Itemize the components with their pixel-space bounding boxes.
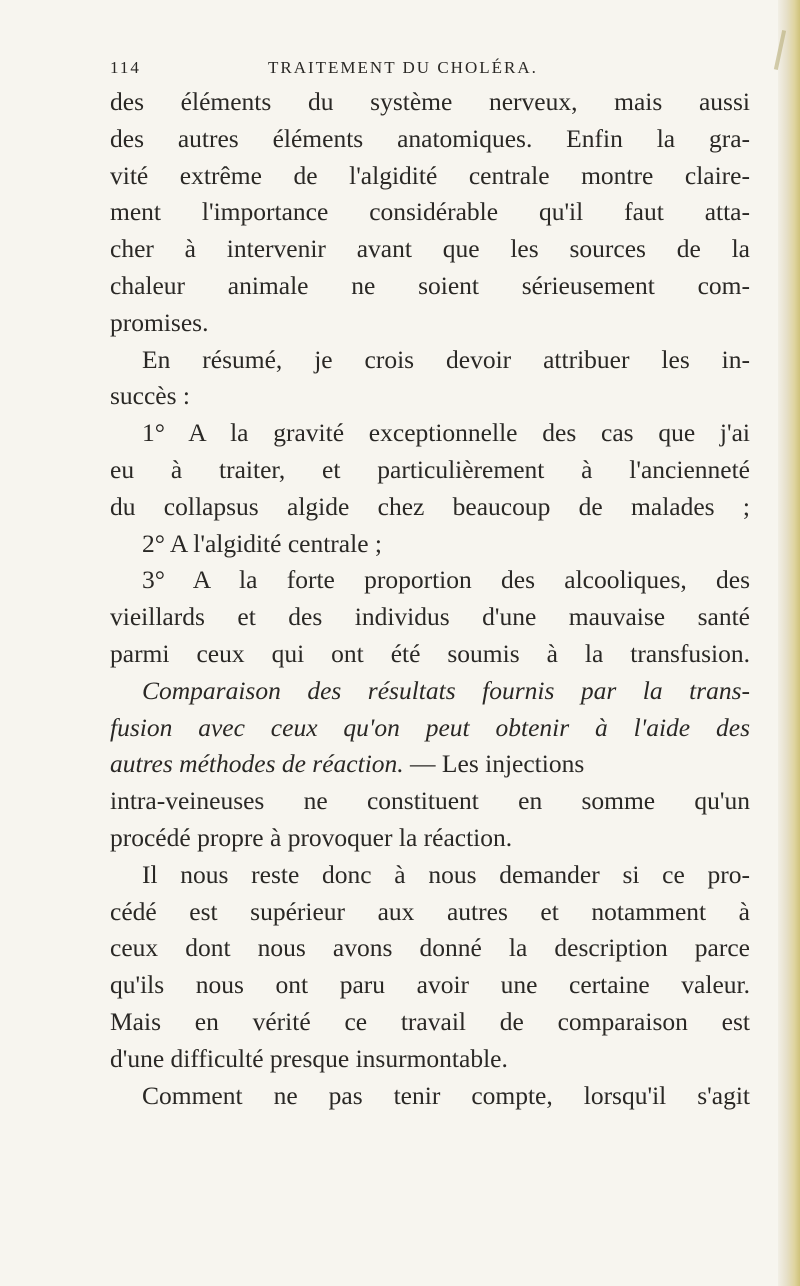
text-line: des autres éléments anatomiques. Enfin la gra- [110,123,750,153]
text-line: promises. [110,307,209,337]
text-line: Mais en vérité ce travail de comparaison est [110,1006,750,1036]
text-line: du collapsus algide chez beaucoup de malades ; [110,491,750,521]
text-line: ceux dont nous avons donné la description parce [110,933,750,963]
page-header [110,58,750,86]
page-edge [778,0,800,1286]
text-line: ment l'importance considérable qu'il faut atta- [110,197,750,227]
text-line: Comment ne pas tenir compte, lorsqu'il s'agit [142,1080,750,1110]
text-line: vité extrême de l'algidité centrale montre claire- [110,160,750,190]
text-line: vieillards et des individus d'une mauvaise santé [110,602,750,632]
text-line: cédé est supérieur aux autres et notamment à [110,896,750,926]
text-line: cher à intervenir avant que les sources de la [110,234,750,264]
running-head: TRAITEMENT DU CHOLÉRA. [268,58,538,77]
text-line: procédé propre à provoquer la réaction. [110,822,513,852]
text-line: parmi ceux qui ont été soumis à la transfusion. [110,638,750,668]
text-line: 2° A l'algidité centrale ; [142,528,382,558]
text-line: des éléments du système nerveux, mais aussi [110,87,750,116]
text-line: 1° A la gravité exceptionnelle des cas que j'ai [142,418,750,448]
text-line-mixed [110,746,750,783]
text-line: 3° A la forte proportion des alcooliques, des [142,565,750,595]
text-line: d'une difficulté presque insurmontable. [110,1043,508,1073]
text-line: chaleur animale ne soient sérieusement com- [110,270,750,300]
text-line: Il nous reste donc à nous demander si ce pro- [142,859,750,889]
page-number: 114 [110,58,141,77]
text-line: eu à traiter, et particulièrement à l'ancienneté [110,454,750,484]
text-line: intra-veineuses ne constituent en somme qu'un [110,786,750,816]
body-text [110,84,750,1114]
text-line: fusion avec ceux qu'on peut obtenir à l'aide des [110,712,750,742]
text-line: Comparaison des résultats fournis par la trans- [142,675,750,705]
text-line: En résumé, je crois devoir attribuer les in- [142,344,750,374]
roman-span: — Les injections [403,749,585,779]
edge-mark [774,30,786,70]
text-line: qu'ils nous ont paru avoir une certaine valeur. [110,970,750,1000]
italic-span: autres méthodes de réaction. [110,749,404,779]
text-line: succès : [110,381,191,411]
